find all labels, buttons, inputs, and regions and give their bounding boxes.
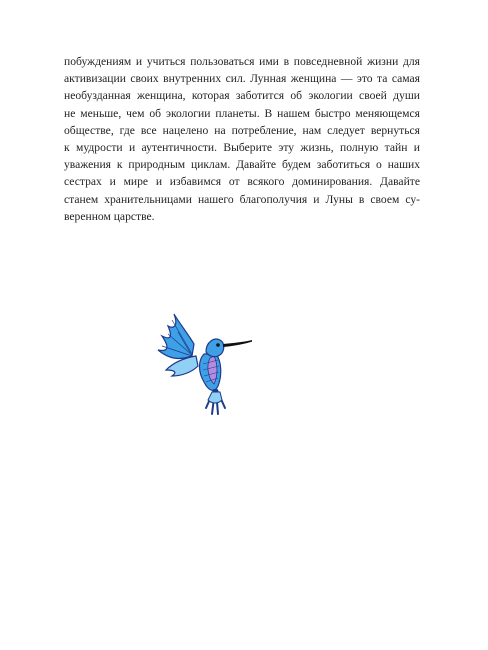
text-line: побуждениям и учиться пользоваться ими в повседневной жизни для	[64, 55, 420, 68]
hummingbird-tail	[206, 390, 225, 414]
hummingbird-illustration	[148, 310, 252, 422]
text-line: не меньше, чем об экологии планеты. В нашем быстро меняющемся	[64, 106, 420, 120]
text-line: к мудрости и аутентичности. Выберите эту жизнь, полную тайн и	[64, 141, 420, 155]
hummingbird-eye	[216, 343, 220, 347]
text-line: сестрах и мире и избавимся от всякого доминирования. Давайте	[64, 175, 420, 189]
text-line: уважения к природным циклам. Давайте будем заботиться о наших	[64, 158, 420, 172]
text-line: необузданная женщина, которая заботится об экологии своей души	[64, 89, 420, 103]
hummingbird-lower-wing	[166, 356, 198, 376]
hummingbird-beak	[223, 340, 252, 347]
text-line: станем хранительницами нашего благополучия и Луны в своем су-	[64, 192, 420, 206]
hummingbird-head	[206, 339, 224, 356]
body-paragraph	[64, 53, 420, 225]
text-line: веренном царстве.	[64, 209, 155, 223]
text-line: обществе, где все нацелено на потребление, нам следует вернуться	[64, 123, 420, 137]
text-line: активизации своих внутренних сил. Лунная женщина — это та самая	[64, 72, 420, 86]
